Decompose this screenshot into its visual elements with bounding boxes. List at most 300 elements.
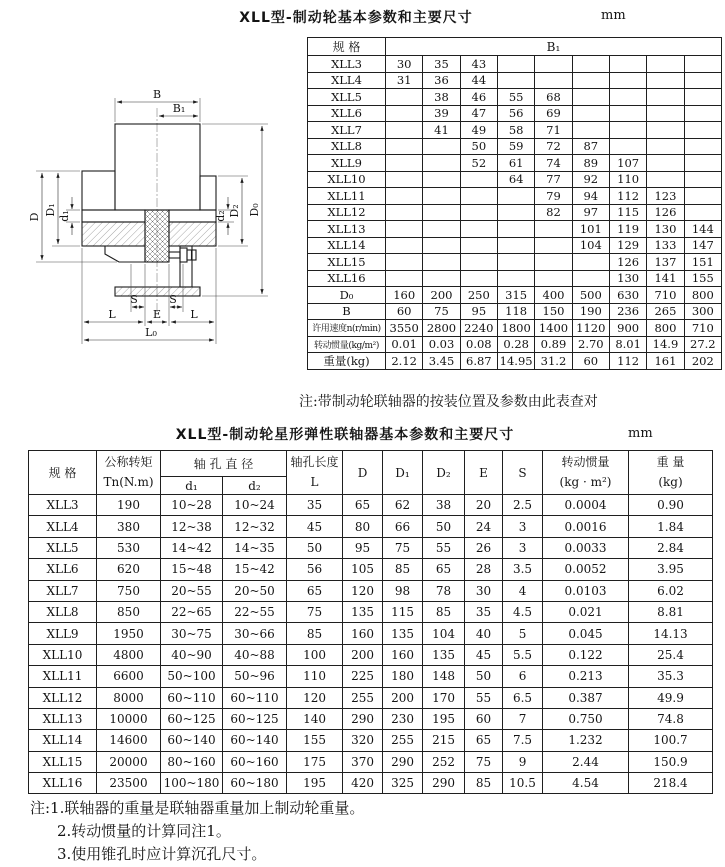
table-row	[29, 751, 713, 772]
bore-diameter-header: 轴 孔 直 径	[161, 451, 287, 477]
value-cell: 1950	[97, 623, 161, 644]
row-label-cell: XLL9	[308, 155, 386, 172]
value-cell	[386, 204, 423, 221]
value-cell: 87	[572, 138, 609, 155]
value-cell	[423, 138, 460, 155]
value-cell: 290	[383, 751, 423, 772]
value-cell: 85	[287, 623, 343, 644]
value-cell: 112	[609, 188, 646, 205]
value-cell	[460, 204, 497, 221]
value-cell: 59	[497, 138, 534, 155]
value-cell: 6.02	[629, 580, 713, 601]
value-cell: 79	[535, 188, 572, 205]
s-column-header: S	[503, 451, 543, 495]
value-cell: 1.84	[629, 516, 713, 537]
inertia-header-line2: (kg · m²)	[559, 474, 612, 489]
table-row	[308, 353, 722, 370]
value-cell: 225	[343, 666, 383, 687]
value-cell	[460, 171, 497, 188]
value-cell	[647, 72, 684, 89]
value-cell: 28	[465, 559, 503, 580]
value-cell: 44	[460, 72, 497, 89]
footnote-1: 注:1.联轴器的重量是联轴器重量加上制动轮重量。	[30, 799, 365, 817]
right-hub-section	[169, 222, 216, 246]
value-cell: 64	[497, 171, 534, 188]
value-cell: 85	[465, 773, 503, 794]
value-cell: 3	[503, 516, 543, 537]
brake-wheel-rim	[115, 124, 200, 210]
value-cell: 14.95	[497, 353, 534, 370]
value-cell: 2.84	[629, 537, 713, 558]
value-cell: 35	[287, 495, 343, 516]
value-cell: 380	[97, 516, 161, 537]
value-cell: 74	[535, 155, 572, 172]
brake-wheel-dimension-table	[307, 37, 722, 370]
row-label-cell: XLL6	[308, 105, 386, 122]
value-cell	[572, 72, 609, 89]
value-cell: 60	[572, 353, 609, 370]
star-elastomer-section	[145, 210, 169, 262]
row-label-cell: XLL8	[29, 601, 97, 622]
value-cell	[572, 122, 609, 139]
table-row	[29, 644, 713, 665]
row-label-cell: XLL14	[29, 730, 97, 751]
value-cell: 115	[609, 204, 646, 221]
bolt-shaft	[169, 252, 180, 258]
value-cell: 800	[647, 320, 684, 337]
row-label-cell: D₀	[308, 287, 386, 304]
value-cell: 50	[465, 666, 503, 687]
value-cell: 0.021	[543, 601, 629, 622]
bore-length-line1: 轴孔长度	[290, 455, 339, 470]
value-cell: 46	[460, 89, 497, 106]
value-cell	[647, 171, 684, 188]
value-cell: 30~75	[161, 623, 223, 644]
value-cell: 60~140	[223, 730, 287, 751]
value-cell: 8000	[97, 687, 161, 708]
value-cell: 60~110	[161, 687, 223, 708]
value-cell: 69	[535, 105, 572, 122]
value-cell: 7.5	[503, 730, 543, 751]
value-cell: 60~125	[223, 708, 287, 729]
value-cell	[647, 56, 684, 73]
table-row	[29, 730, 713, 751]
value-cell: 50~96	[223, 666, 287, 687]
d1-bore-subheader: d₁	[161, 477, 223, 495]
value-cell: 161	[647, 353, 684, 370]
value-cell: 252	[423, 751, 465, 772]
value-cell: 98	[383, 580, 423, 601]
row-label-cell: XLL13	[308, 221, 386, 238]
inertia-header-line1: 转动惯量	[561, 455, 610, 470]
value-cell: 41	[423, 122, 460, 139]
value-cell: 2800	[423, 320, 460, 337]
value-cell: 95	[460, 303, 497, 320]
value-cell: 62	[383, 495, 423, 516]
value-cell: 3550	[386, 320, 423, 337]
weight-column-header	[629, 451, 713, 495]
b1-column-header: B₁	[386, 38, 722, 56]
dim-label-d2-outer: D₂	[228, 204, 241, 218]
value-cell: 300	[684, 303, 721, 320]
dim-label-d-outer: D	[28, 212, 41, 222]
value-cell: 6600	[97, 666, 161, 687]
value-cell: 750	[97, 580, 161, 601]
value-cell: 95	[343, 537, 383, 558]
value-cell: 10~28	[161, 495, 223, 516]
value-cell: 315	[497, 287, 534, 304]
row-label-cell: XLL4	[29, 516, 97, 537]
value-cell: 215	[423, 730, 465, 751]
value-cell: 36	[423, 72, 460, 89]
inertia-column-header	[543, 451, 629, 495]
value-cell: 900	[609, 320, 646, 337]
value-cell: 31.2	[535, 353, 572, 370]
value-cell: 35	[465, 601, 503, 622]
table-row	[308, 270, 722, 287]
value-cell: 92	[572, 171, 609, 188]
value-cell: 123	[647, 188, 684, 205]
row-label-cell: 许用速度n(r/min)	[308, 320, 386, 337]
table-row	[29, 773, 713, 794]
value-cell: 65	[343, 495, 383, 516]
value-cell	[572, 56, 609, 73]
dim-label-l-left: L	[108, 308, 116, 321]
value-cell	[572, 254, 609, 271]
value-cell	[609, 122, 646, 139]
table-header-row	[308, 38, 722, 56]
value-cell: 104	[423, 623, 465, 644]
value-cell: 190	[97, 495, 161, 516]
spec-column-header: 规 格	[29, 451, 97, 495]
row-label-cell: XLL12	[308, 204, 386, 221]
value-cell: 15~48	[161, 559, 223, 580]
table-row	[308, 171, 722, 188]
value-cell: 0.03	[423, 336, 460, 353]
value-cell	[572, 270, 609, 287]
value-cell: 23500	[97, 773, 161, 794]
value-cell: 45	[287, 516, 343, 537]
value-cell: 15~42	[223, 559, 287, 580]
value-cell: 85	[383, 559, 423, 580]
value-cell: 55	[465, 687, 503, 708]
value-cell	[684, 72, 721, 89]
value-cell: 0.0004	[543, 495, 629, 516]
value-cell	[497, 221, 534, 238]
value-cell: 0.01	[386, 336, 423, 353]
value-cell: 110	[287, 666, 343, 687]
d-column-header: D	[343, 451, 383, 495]
value-cell: 180	[383, 666, 423, 687]
value-cell	[423, 204, 460, 221]
value-cell: 71	[535, 122, 572, 139]
value-cell: 200	[423, 287, 460, 304]
value-cell: 230	[383, 708, 423, 729]
table-row	[29, 537, 713, 558]
value-cell	[535, 270, 572, 287]
value-cell: 105	[343, 559, 383, 580]
value-cell: 49.9	[629, 687, 713, 708]
table-row	[29, 708, 713, 729]
table-row	[308, 89, 722, 106]
dim-label-d1-outer: D₁	[44, 203, 57, 217]
value-cell: 2240	[460, 320, 497, 337]
value-cell: 144	[684, 221, 721, 238]
value-cell	[684, 105, 721, 122]
value-cell	[386, 171, 423, 188]
value-cell: 4.54	[543, 773, 629, 794]
value-cell: 3.5	[503, 559, 543, 580]
section-outline	[82, 124, 216, 296]
value-cell: 6.5	[503, 687, 543, 708]
value-cell: 3	[503, 537, 543, 558]
value-cell: 0.045	[543, 623, 629, 644]
table-row	[308, 287, 722, 304]
value-cell: 255	[343, 687, 383, 708]
value-cell: 8.01	[609, 336, 646, 353]
row-label-cell: XLL7	[308, 122, 386, 139]
value-cell	[684, 188, 721, 205]
value-cell: 47	[460, 105, 497, 122]
value-cell: 22~65	[161, 601, 223, 622]
value-cell: 40~90	[161, 644, 223, 665]
value-cell: 2.5	[503, 495, 543, 516]
row-label-cell: XLL14	[308, 237, 386, 254]
value-cell: 65	[423, 559, 465, 580]
value-cell: 0.08	[460, 336, 497, 353]
value-cell: 9	[503, 751, 543, 772]
value-cell: 135	[423, 644, 465, 665]
value-cell: 55	[423, 537, 465, 558]
value-cell: 4	[503, 580, 543, 601]
value-cell: 1.232	[543, 730, 629, 751]
value-cell	[386, 188, 423, 205]
value-cell: 58	[497, 122, 534, 139]
value-cell: 30	[386, 56, 423, 73]
value-cell: 10.5	[503, 773, 543, 794]
value-cell: 620	[97, 559, 161, 580]
value-cell	[386, 89, 423, 106]
value-cell: 800	[684, 287, 721, 304]
value-cell: 8.81	[629, 601, 713, 622]
value-cell: 61	[497, 155, 534, 172]
value-cell: 135	[343, 601, 383, 622]
value-cell: 200	[343, 644, 383, 665]
coupling-section-drawing	[20, 64, 305, 359]
value-cell: 170	[423, 687, 465, 708]
value-cell: 100	[287, 644, 343, 665]
value-cell: 20~55	[161, 580, 223, 601]
value-cell: 710	[647, 287, 684, 304]
value-cell	[386, 122, 423, 139]
value-cell	[684, 138, 721, 155]
value-cell: 155	[684, 270, 721, 287]
value-cell: 265	[647, 303, 684, 320]
value-cell: 110	[609, 171, 646, 188]
value-cell: 60~110	[223, 687, 287, 708]
value-cell	[647, 122, 684, 139]
value-cell	[386, 254, 423, 271]
right-hub-flange	[200, 176, 216, 210]
value-cell: 26	[465, 537, 503, 558]
value-cell: 126	[647, 204, 684, 221]
left-hub-section	[82, 222, 145, 246]
value-cell: 175	[287, 751, 343, 772]
value-cell	[423, 254, 460, 271]
value-cell	[423, 270, 460, 287]
value-cell: 31	[386, 72, 423, 89]
footnote-3: 3.使用锥孔时应计算沉孔尺寸。	[57, 845, 267, 863]
table-row	[29, 495, 713, 516]
value-cell	[460, 270, 497, 287]
row-label-cell: XLL11	[308, 188, 386, 205]
value-cell: 101	[572, 221, 609, 238]
value-cell: 20000	[97, 751, 161, 772]
brake-table-note: 注:带制动轮联轴器的按装位置及参数由此表查对	[299, 394, 598, 410]
bolt-head	[180, 248, 187, 262]
value-cell	[497, 204, 534, 221]
value-cell	[460, 188, 497, 205]
torque-header-line1: 公称转矩	[104, 455, 153, 470]
left-hub-band	[82, 210, 145, 222]
brake-wheel-lower-rim	[115, 287, 200, 296]
table-row	[29, 580, 713, 601]
value-cell: 130	[647, 221, 684, 238]
value-cell: 147	[684, 237, 721, 254]
value-cell	[535, 237, 572, 254]
value-cell: 126	[609, 254, 646, 271]
value-cell	[609, 72, 646, 89]
value-cell: 0.750	[543, 708, 629, 729]
value-cell: 74.8	[629, 708, 713, 729]
value-cell: 148	[423, 666, 465, 687]
value-cell: 50	[460, 138, 497, 155]
value-cell: 55	[497, 89, 534, 106]
value-cell: 40	[465, 623, 503, 644]
value-cell: 3.45	[423, 353, 460, 370]
row-label-cell: XLL15	[308, 254, 386, 271]
coupling-table-body	[29, 495, 713, 794]
table-row	[29, 601, 713, 622]
value-cell	[647, 105, 684, 122]
value-cell: 190	[572, 303, 609, 320]
bore-length-header	[287, 451, 343, 495]
value-cell	[386, 221, 423, 238]
value-cell: 112	[609, 353, 646, 370]
value-cell: 151	[684, 254, 721, 271]
value-cell	[460, 237, 497, 254]
row-label-cell: XLL12	[29, 687, 97, 708]
value-cell	[684, 204, 721, 221]
table-row	[29, 687, 713, 708]
value-cell	[423, 155, 460, 172]
d1-column-header: D₁	[383, 451, 423, 495]
value-cell: 43	[460, 56, 497, 73]
value-cell: 35.3	[629, 666, 713, 687]
dim-label-d1-bore: d₁	[58, 210, 71, 222]
value-cell: 140	[287, 708, 343, 729]
value-cell	[497, 188, 534, 205]
unit-label-mm-1: mm	[601, 8, 626, 23]
dim-label-l0: L₀	[145, 326, 157, 339]
value-cell: 104	[572, 237, 609, 254]
unit-label-mm-2: mm	[628, 426, 653, 441]
table-row	[29, 559, 713, 580]
value-cell: 68	[535, 89, 572, 106]
value-cell: 500	[572, 287, 609, 304]
value-cell: 60~125	[161, 708, 223, 729]
value-cell: 710	[684, 320, 721, 337]
value-cell: 45	[465, 644, 503, 665]
brake-table-body	[308, 56, 722, 370]
value-cell: 290	[343, 708, 383, 729]
value-cell: 2.70	[572, 336, 609, 353]
value-cell: 133	[647, 237, 684, 254]
value-cell: 0.90	[629, 495, 713, 516]
value-cell: 0.28	[497, 336, 534, 353]
row-label-cell: B	[308, 303, 386, 320]
value-cell	[386, 270, 423, 287]
value-cell	[386, 237, 423, 254]
value-cell: 0.0103	[543, 580, 629, 601]
value-cell: 400	[535, 287, 572, 304]
value-cell	[497, 237, 534, 254]
value-cell: 6	[503, 666, 543, 687]
value-cell: 60~140	[161, 730, 223, 751]
value-cell: 60~160	[223, 751, 287, 772]
value-cell: 10~24	[223, 495, 287, 516]
value-cell: 40~88	[223, 644, 287, 665]
table-row	[308, 105, 722, 122]
value-cell: 119	[609, 221, 646, 238]
table-row	[308, 122, 722, 139]
value-cell	[609, 105, 646, 122]
table-row	[308, 320, 722, 337]
value-cell: 24	[465, 516, 503, 537]
value-cell: 80	[343, 516, 383, 537]
value-cell: 0.0016	[543, 516, 629, 537]
value-cell: 14.13	[629, 623, 713, 644]
value-cell: 14600	[97, 730, 161, 751]
value-cell: 530	[97, 537, 161, 558]
value-cell: 75	[287, 601, 343, 622]
torque-header-line2: Tn(N.m)	[103, 474, 154, 489]
value-cell	[647, 138, 684, 155]
dim-label-e: E	[152, 308, 162, 321]
weight-header-line2: (kg)	[658, 474, 683, 489]
value-cell: 320	[343, 730, 383, 751]
row-label-cell: XLL9	[29, 623, 97, 644]
value-cell: 35	[423, 56, 460, 73]
value-cell: 1400	[535, 320, 572, 337]
row-label-cell: XLL7	[29, 580, 97, 601]
value-cell	[535, 72, 572, 89]
table-row	[29, 623, 713, 644]
value-cell: 65	[465, 730, 503, 751]
value-cell: 4800	[97, 644, 161, 665]
value-cell: 630	[609, 287, 646, 304]
value-cell: 10000	[97, 708, 161, 729]
value-cell: 130	[609, 270, 646, 287]
value-cell: 20~50	[223, 580, 287, 601]
value-cell: 255	[383, 730, 423, 751]
value-cell: 5.5	[503, 644, 543, 665]
value-cell: 50~100	[161, 666, 223, 687]
value-cell: 25.4	[629, 644, 713, 665]
value-cell	[647, 89, 684, 106]
value-cell: 115	[383, 601, 423, 622]
value-cell	[423, 237, 460, 254]
